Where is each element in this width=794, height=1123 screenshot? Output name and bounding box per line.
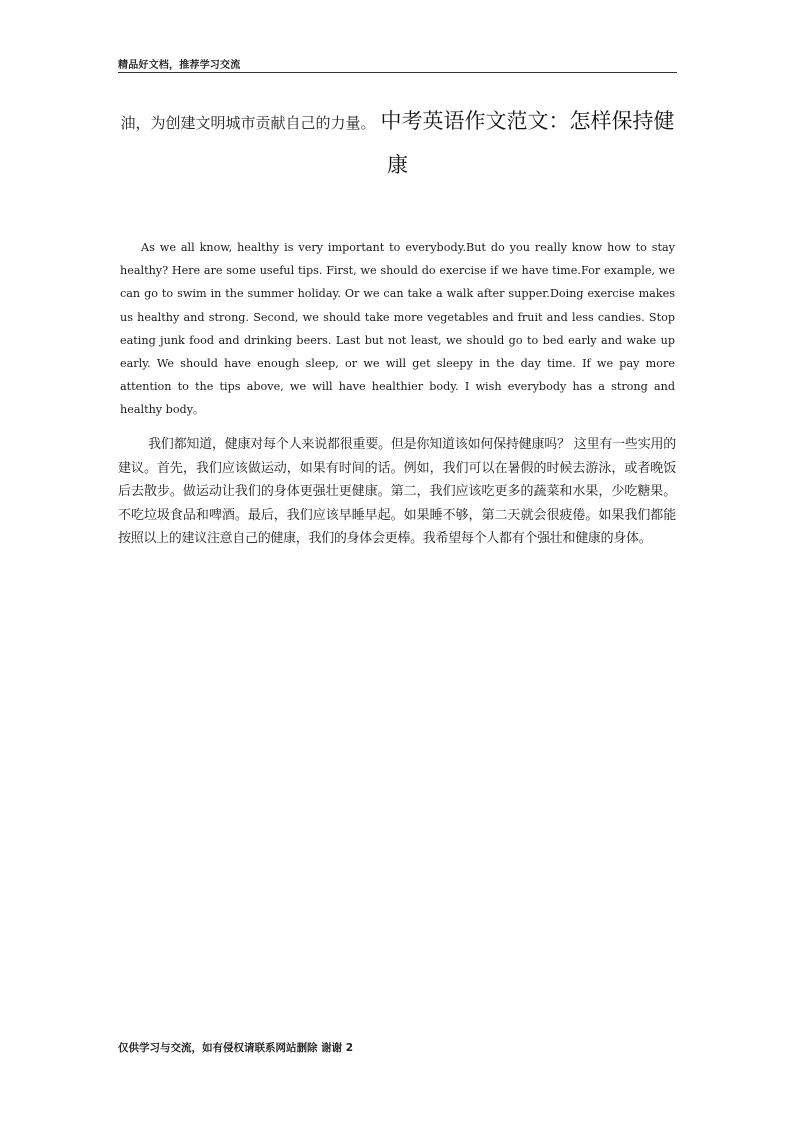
title-lead-text: 油，为创建文明城市贡献自己的力量。 bbox=[120, 114, 376, 132]
title-main-text: 中考英语作文范文：怎样保持健康 bbox=[380, 109, 675, 177]
header-divider bbox=[118, 72, 677, 73]
page-footer: 仅供学习与交流，如有侵权请联系网站删除 谢谢 2 bbox=[118, 1042, 354, 1054]
page-header: 精品好文档，推荐学习交流 bbox=[118, 60, 241, 71]
chinese-paragraph: 我们都知道，健康对每个人来说都很重要。但是你知道该如何保持健康吗？ 这里有一些实用的建议。首先，我们应该做运动，如果有时间的话。例如，我们可以在暑假的时候去游泳，或者晚饭后去散步。做运动让我们的身体更强壮更健康。第二，我们应该吃更多的蔬菜和水果，少吃糖果。不吃垃圾食品和啤酒。最后，我们应该早睡早起。如果睡不够，第二天就会很疲倦。如果我们都能按照以上的建议注意自己的健康，我们的身体会更棒。我希望每个人都有个强壮和健康的身体。 bbox=[118, 437, 676, 546]
article-title bbox=[118, 100, 677, 188]
english-paragraph: As we all know, healthy is very important to everybody.But do you really know how to stay healthy? Here are some useful tips. First, we should do exercise if we have time.For example, we can go to swim in the summer holiday. Or we can take a walk after supper.Doing exercise makes us healthy and strong. Second, we should take more vegetables and fruit and less candies. Stop eating junk food and drinking beers. Last but not least, we should go to bed early and wake up early. We should have enough sleep, or we will get sleepy in the day time. If we pay more attention to the tips above, we will have healthier body. I wish everybody has a strong and healthy body。 bbox=[120, 241, 675, 417]
